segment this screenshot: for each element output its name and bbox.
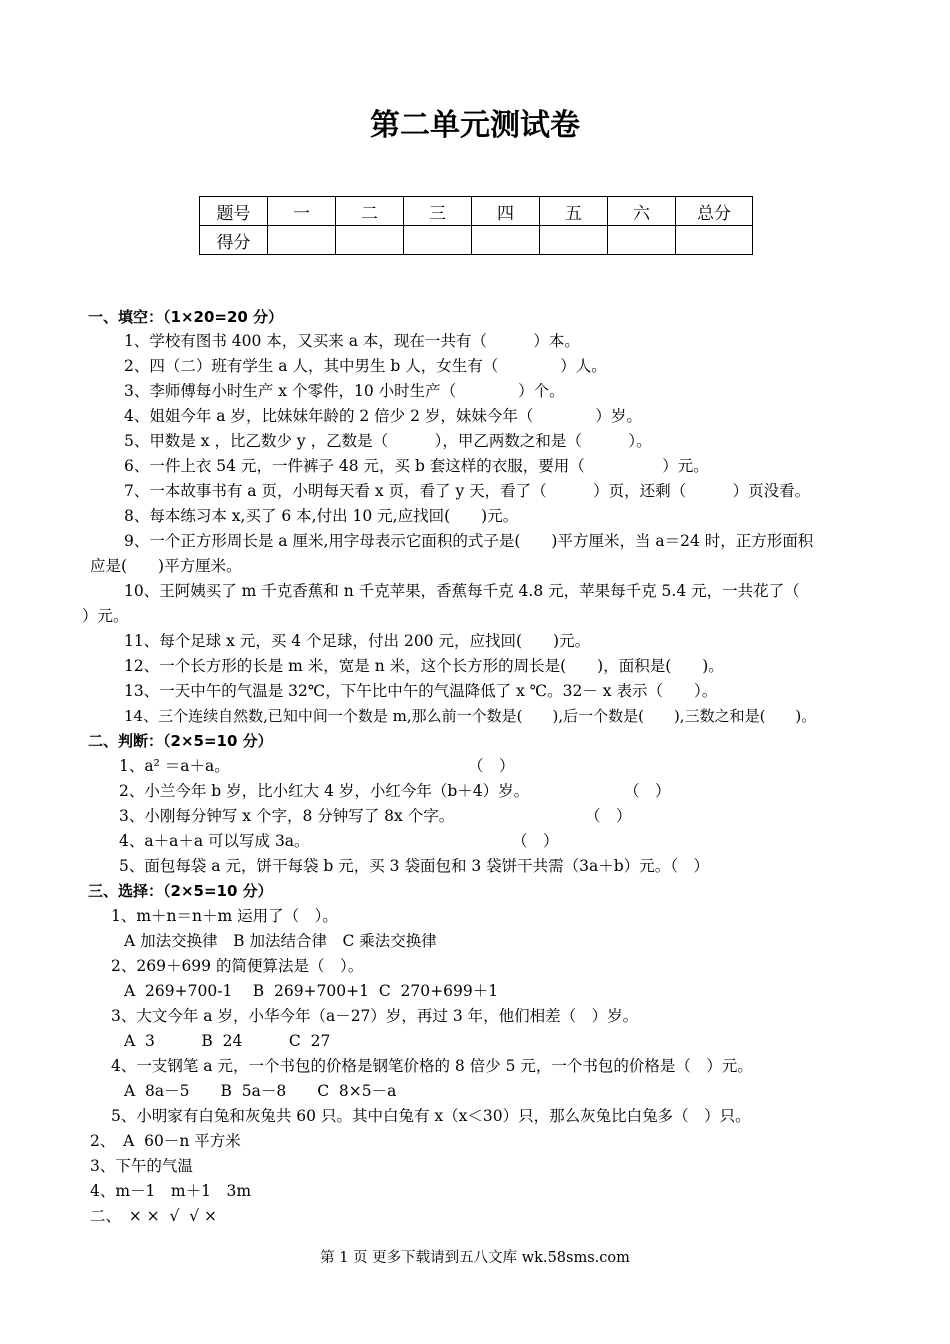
table-cell: 三: [404, 197, 472, 226]
table-cell: 得分: [200, 226, 268, 255]
page-footer: 第 1 页 更多下载请到五八文库 wk.58sms.com: [320, 1250, 630, 1266]
section-title-fill: 一、填空：（1×20=20 分）: [88, 308, 284, 326]
question-item: 11、每个足球 x 元，买 4 个足球，付出 200 元，应找回( )元。: [124, 632, 591, 650]
option-row: A 269+700-1 B 269+700+1 C 270+699＋1: [124, 982, 499, 1000]
question-item: 4、一支钢笔 a 元，一个书包的价格是钢笔价格的 8 倍少 5 元，一个书包的价格是（ ）元。: [111, 1057, 753, 1075]
answer-line: 二、 × × √ √ ×: [90, 1207, 218, 1225]
score-table: [199, 196, 753, 255]
question-item: 2、269＋699 的简便算法是（ ）。: [111, 957, 364, 975]
answer-line: 4、m－1 m＋1 3m: [90, 1182, 252, 1200]
option-row: A 3 B 24 C 27: [124, 1032, 331, 1050]
table-cell: 六: [608, 197, 676, 226]
question-item: 4、姐姐今年 a 岁，比妹妹年龄的 2 倍少 2 岁，妹妹今年（ ）岁。: [124, 407, 642, 425]
question-item: 5、面包每袋 a 元，饼干每袋 b 元，买 3 袋面包和 3 袋饼干共需（3a＋b）元。（ ）: [119, 857, 709, 875]
question-item: 7、一本故事书有 a 页，小明每天看 x 页，看了 y 天，看了（ ）页，还剩（ ）页没看。: [124, 482, 811, 500]
table-row: [200, 197, 753, 226]
answer-bracket[interactable]: （ ）: [585, 807, 632, 825]
question-item-cont: 应是( )平方厘米。: [90, 557, 242, 575]
score-input-cell[interactable]: [268, 226, 336, 255]
table-cell: 五: [540, 197, 608, 226]
question-item: 12、一个长方形的长是 m 米，宽是 n 米，这个长方形的周长是( )，面积是( )。: [124, 657, 724, 675]
question-item: 3、小刚每分钟写 x 个字，8 分钟写了 8x 个字。: [119, 807, 455, 825]
option-row: A 8a－5 B 5a－8 C 8×5－a: [124, 1082, 397, 1100]
table-cell: 总分: [676, 197, 753, 226]
question-item: 5、小明家有白兔和灰兔共 60 只。其中白兔有 x（x＜30）只，那么灰兔比白兔多（ ）只。: [111, 1107, 751, 1125]
question-item-cont: ）元。: [82, 607, 129, 625]
score-input-cell[interactable]: [404, 226, 472, 255]
table-cell: 四: [472, 197, 540, 226]
question-item: 4、a＋a＋a 可以写成 3a。: [119, 832, 310, 850]
table-cell: 二: [336, 197, 404, 226]
table-row: [200, 226, 753, 255]
question-item: 6、一件上衣 54 元，一件裤子 48 元，买 b 套这样的衣服，要用（ ）元。: [124, 457, 709, 475]
answer-line: 3、下午的气温: [90, 1157, 193, 1175]
question-item: 3、李师傅每小时生产 x 个零件，10 小时生产（ ）个。: [124, 382, 565, 400]
score-input-cell[interactable]: [608, 226, 676, 255]
question-item: 9、一个正方形周长是 a 厘米,用字母表示它面积的式子是( )平方厘米，当 a＝24 时，正方形面积: [124, 532, 814, 550]
question-item: 1、a² ＝a＋a。: [119, 757, 230, 775]
score-input-cell[interactable]: [540, 226, 608, 255]
answer-bracket[interactable]: （ ）: [512, 832, 559, 850]
question-item: 8、每本练习本 x,买了 6 本,付出 10 元,应找回( )元。: [124, 507, 519, 525]
score-input-cell[interactable]: [336, 226, 404, 255]
question-item: 1、学校有图书 400 本，又买来 a 本，现在一共有（ ）本。: [124, 332, 580, 350]
option-row: A 加法交换律 B 加法结合律 C 乘法交换律: [124, 932, 437, 950]
section-title-judge: 二、判断：（2×5=10 分）: [88, 732, 273, 750]
question-item: 10、王阿姨买了 m 千克香蕉和 n 千克苹果，香蕉每千克 4.8 元，苹果每千克 5.4 元，一共花了（: [124, 582, 800, 600]
answer-line: 2、 A 60－n 平方米: [90, 1132, 241, 1150]
score-input-cell[interactable]: [472, 226, 540, 255]
question-item: 13、一天中午的气温是 32℃，下午比中午的气温降低了 x ℃。32－ x 表示（ ）。: [124, 682, 718, 700]
question-item: 14、三个连续自然数,已知中间一个数是 m,那么前一个数是( ),后一个数是( ),三数之和是( )。: [124, 707, 817, 725]
question-item: 3、大文今年 a 岁，小华今年（a－27）岁，再过 3 年，他们相差（ ）岁。: [111, 1007, 639, 1025]
score-input-cell[interactable]: [676, 226, 753, 255]
question-item: 1、m＋n＝n＋m 运用了（ ）。: [111, 907, 338, 925]
question-item: 2、小兰今年 b 岁，比小红大 4 岁，小红今年（b＋4）岁。: [119, 782, 530, 800]
page-title: 第二单元测试卷: [370, 108, 580, 143]
table-cell: 题号: [200, 197, 268, 226]
answer-bracket[interactable]: （ ）: [624, 782, 671, 800]
question-item: 2、四（二）班有学生 a 人，其中男生 b 人，女生有（ ）人。: [124, 357, 607, 375]
section-title-choice: 三、选择：（2×5=10 分）: [88, 882, 273, 900]
answer-bracket[interactable]: （ ）: [468, 757, 515, 775]
table-cell: 一: [268, 197, 336, 226]
question-item: 5、甲数是 x ，比乙数少 y ，乙数是（ ），甲乙两数之和是（ ）。: [124, 432, 652, 450]
